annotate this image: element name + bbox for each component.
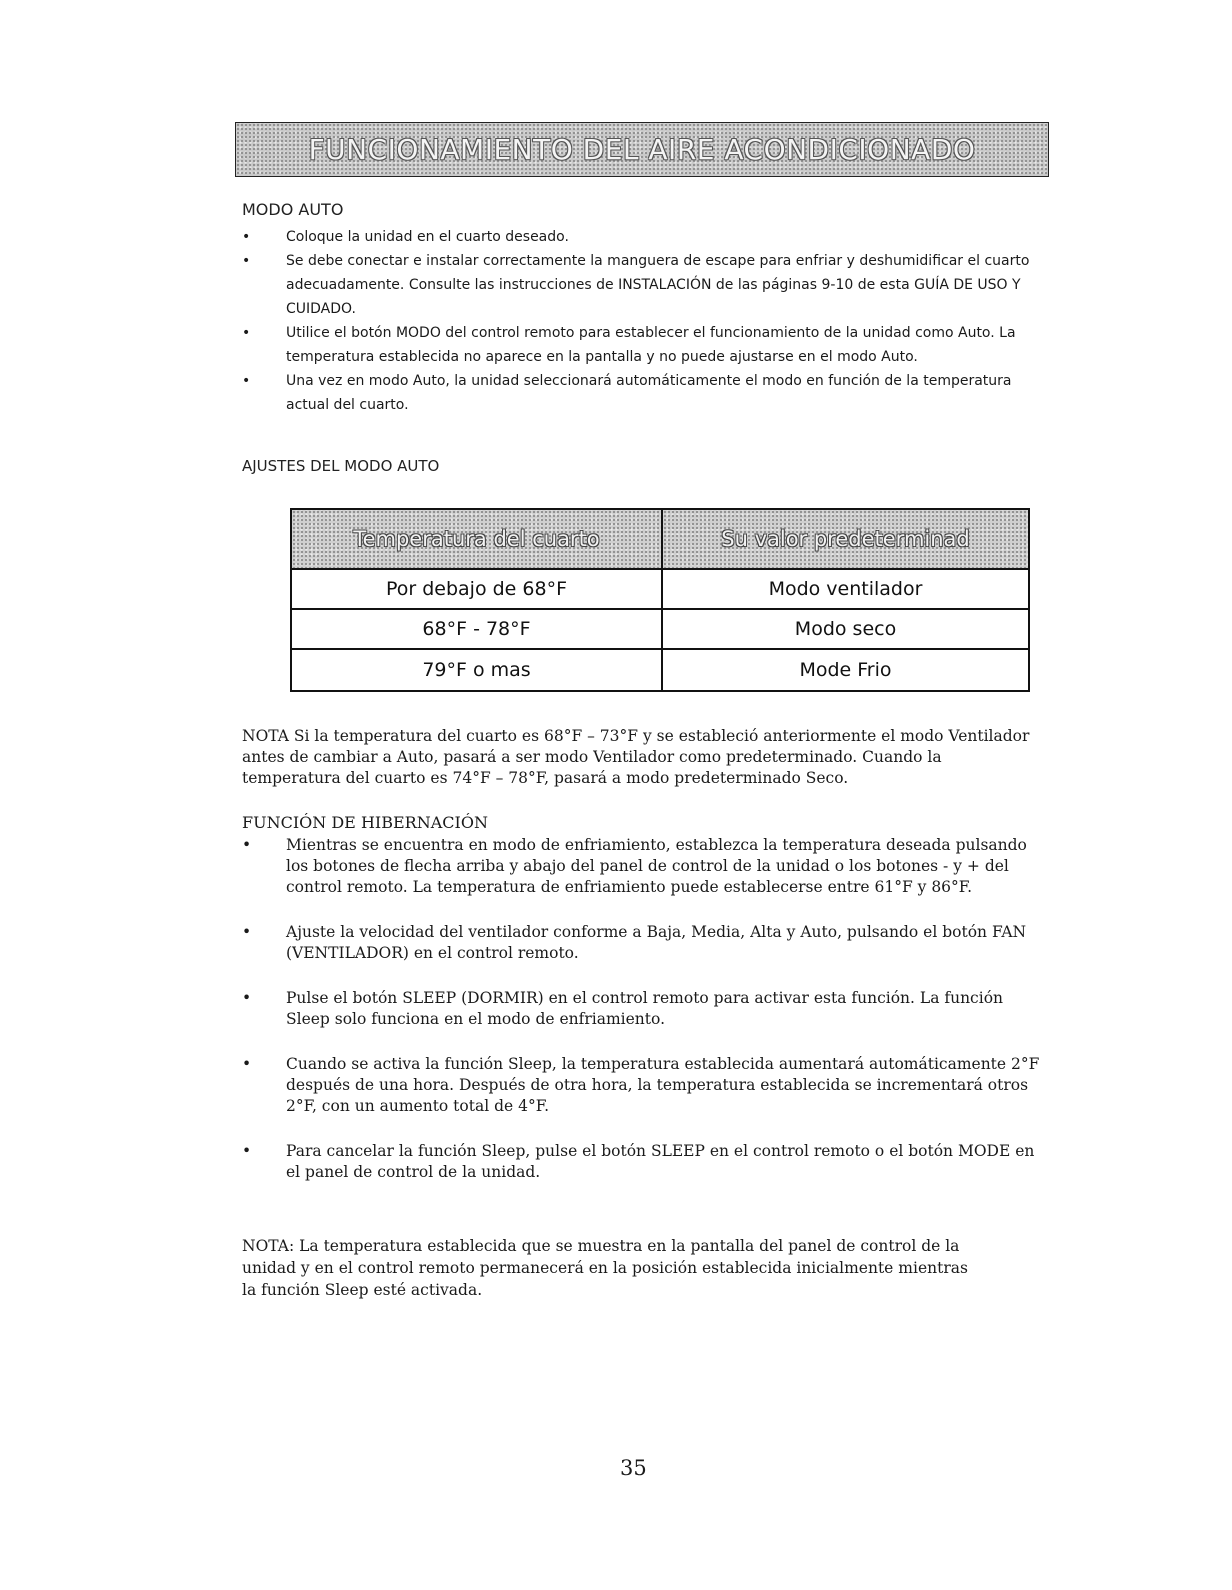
hibernacion-list [242,835,1042,1207]
modo-auto-heading: MODO AUTO [242,200,344,219]
nota-2: NOTA: La temperatura establecida que se muestra en la pantalla del panel de control de la unidad y en el control remoto permanecerá en la posición establecida inicialmente mientras la función Sleep esté activada. [242,1237,968,1299]
table-header-room-temp: Temperatura del cuarto [292,510,663,570]
table-header-default: Su valor predeterminad [663,510,1028,570]
list-item: • Pulse el botón SLEEP (DORMIR) en el control remoto para activar esta función. La función Sleep solo funciona en el modo de enfriamiento. [242,988,1042,1030]
list-item: • Se debe conectar e instalar correctamente la manguera de escape para enfriar y deshumidificar el cuarto adecuadamente. Consulte las instrucciones de INSTALACIÓN de las páginas 9-10 de esta GUÍA DE USO Y CUIDADO. [242,249,1032,321]
auto-settings-table [290,508,1030,692]
list-item: • Cuando se activa la función Sleep, la temperatura establecida aumentará automáticamente 2°F después de una hora. Después de otra hora, la temperatura establecida se incrementará otros 2°F, con un aumento total de 4°F. [242,1054,1042,1117]
table-cell: 68°F - 78°F [292,610,663,650]
nota-1: NOTA Si la temperatura del cuarto es 68°F – 73°F y se estableció anteriormente el modo Ventilador antes de cambiar a Auto, pasará a ser modo Ventilador como predeterminado. Cuando la temperatura del cuarto es 74°F – 78°F, pasará a modo predeterminado Seco. [242,727,1030,787]
table-cell: Mode Frio [799,659,892,681]
list-item: • Utilice el botón MODO del control remoto para establecer el funcionamiento de la unidad como Auto. La temperatura establecida no aparece en la pantalla y no puede ajustarse en el modo Auto. [242,321,1032,369]
ajustes-heading: AJUSTES DEL MODO AUTO [242,457,440,475]
hibernacion-heading: FUNCIÓN DE HIBERNACIÓN [242,813,488,832]
page-number: 35 [620,1456,647,1480]
modo-auto-list [242,225,1032,417]
table-cell: Modo ventilador [663,570,1028,610]
section-banner [235,122,1049,177]
list-item: • Coloque la unidad en el cuarto deseado. [242,225,1032,249]
table-cell: 79°F o mas [292,650,663,690]
list-item: • Para cancelar la función Sleep, pulse el botón SLEEP en el control remoto o el botón MODE en el panel de control de la unidad. [242,1141,1042,1183]
table-cell: Modo seco [663,610,1028,650]
list-item: • Una vez en modo Auto, la unidad seleccionará automáticamente el modo en función de la temperatura actual del cuarto. [242,369,1032,417]
table-cell: Por debajo de 68°F [292,570,663,610]
list-item: • Ajuste la velocidad del ventilador conforme a Baja, Media, Alta y Auto, pulsando el botón FAN (VENTILADOR) en el control remoto. [242,922,1042,964]
section-title: FUNCIONAMIENTO DEL AIRE ACONDICIONADO [308,133,976,166]
list-item: • Mientras se encuentra en modo de enfriamiento, establezca la temperatura deseada pulsando los botones de flecha arriba y abajo del panel de control de la unidad o los botones - y + del control remoto. La temperatura de enfriamiento puede establecerse entre 61°F y 86°F. [242,835,1042,898]
